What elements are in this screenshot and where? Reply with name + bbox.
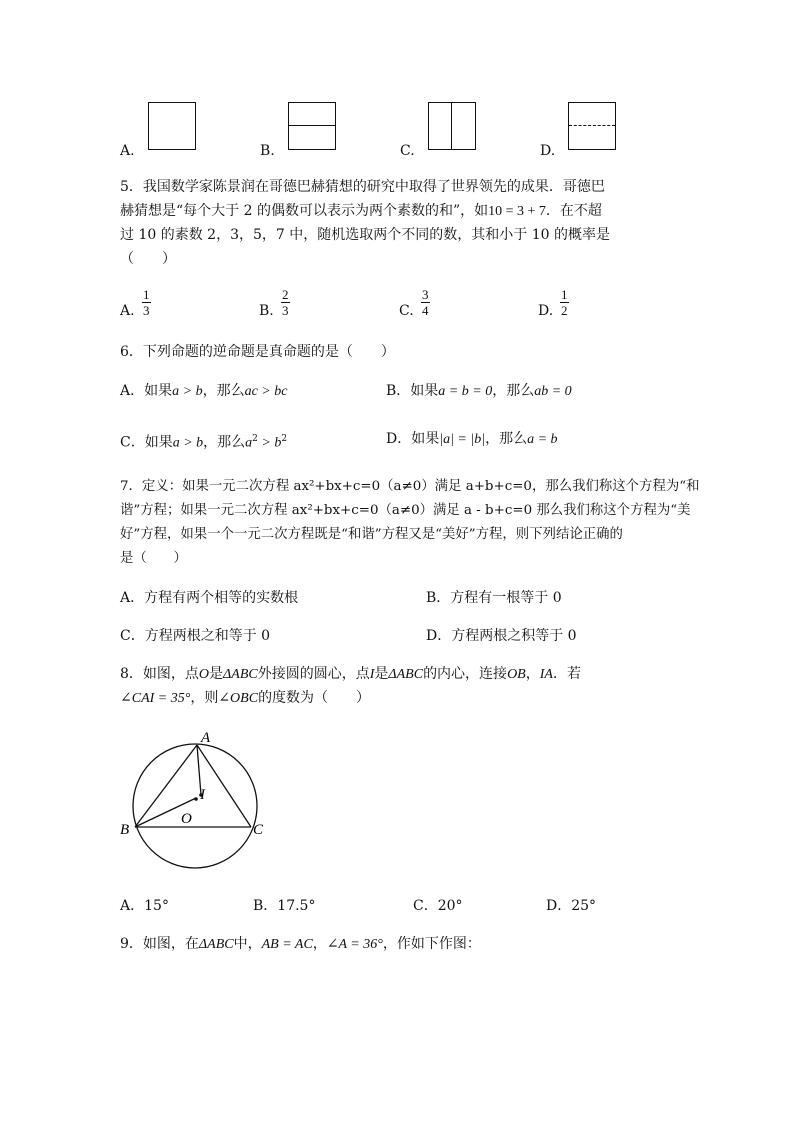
q5-line-3: 过 10 的素数 2，3，5，7 中，随机选取两个不同的数，其和小于 10 的概率是 [120,227,610,243]
q4-option-c-figure [428,102,476,150]
q9-stem: 9．如图，在ΔABC中，AB = AC，∠A = 36°，作如下作图： [120,936,481,952]
q5-option-b-label: B. [259,303,274,319]
q5-line-2: 赫猜想是“每个大于 2 的偶数可以表示为两个素数的和”，如10 = 3 + 7．在不超 [120,203,602,219]
q4-option-a-label: A. [120,143,135,159]
q6-stem: 6．下列命题的逆命题是真命题的是（ ） [120,344,395,360]
q8-option-c: C．20° [413,898,463,914]
label-b: B [120,822,130,838]
q6-option-c: C．如果a > b，那么$a^2 > b^2$ [120,434,288,451]
q7-line-2: 谐”方程；如果一元二次方程 ax²+bx+c=0（a≠0）满足 a - b+c=0 那么我们称这个方程为“美 [120,503,691,518]
q7-line-4: 是（ ） [120,551,187,566]
label-o: O [181,811,192,827]
vertical-line [451,103,452,149]
q5-option-c-fraction: 3 4 [422,287,429,318]
q7-line-3: 好”方程，如果一个一元二次方程既是“和谐”方程又是“美好”方程，则下列结论正确的 [120,527,623,542]
horizontal-line [289,125,335,126]
label-i: I [200,787,205,803]
point-o [194,797,198,801]
q5-option-a-label: A. [120,303,135,319]
q4-option-b-label: B. [260,143,275,159]
q5-line-1: 5．我国数学家陈景润在哥德巴赫猜想的研究中取得了世界领先的成果．哥德巴 [120,179,605,195]
q8-option-a: A．15° [120,898,169,914]
q6-option-b: B．如果a = b = 0，那么ab = 0 [386,383,572,399]
q5-option-d-label: D. [538,303,554,319]
q5-option-b-fraction: 2 3 [282,287,289,318]
q4-option-a-figure [148,102,196,150]
q8-circle-figure [110,722,280,872]
side-ac [197,745,251,827]
q5-equation: 10 = 3 + 7 [488,204,546,219]
q7-option-a: A．方程有两个相等的实数根 [120,590,299,606]
q4-option-d-figure [568,102,616,150]
q5-option-d-fraction: 1 2 [561,287,568,318]
q8-line-2: ∠CAI = 35°，则∠OBC的度数为（ ） [120,690,371,706]
q8-option-b: B．17.5° [253,898,316,914]
dashed-line [569,125,615,126]
q7-option-c: C．方程两根之和等于 0 [120,628,271,644]
label-a: A [201,730,211,746]
q4-option-c-label: C. [400,143,415,159]
q8-line-1: 8．如图，点O是ΔABC外接圆的圆心，点I是ΔABC的内心，连接OB，IA．若 [120,666,581,682]
q4-option-b-figure [288,102,336,150]
q5-line-4: （ ） [120,251,176,267]
q8-option-d: D．25° [546,898,597,914]
q7-option-b: B．方程有一根等于 0 [426,590,562,606]
q5-option-a-fraction: 1 3 [143,287,150,318]
q7-option-d: D．方程两根之积等于 0 [426,628,577,644]
label-c: C [253,822,264,838]
q5-option-c-label: C. [399,303,414,319]
q4-option-d-label: D. [540,143,556,159]
q6-option-a: A．如果a > b，那么ac > bc [120,383,288,399]
q6-option-d: D．如果|a| = |b|，那么a = b [386,431,558,447]
q7-line-1: 7．定义：如果一元二次方程 ax²+bx+c=0（a≠0）满足 a+b+c=0，那么我们称这个方程为“和 [120,479,700,494]
